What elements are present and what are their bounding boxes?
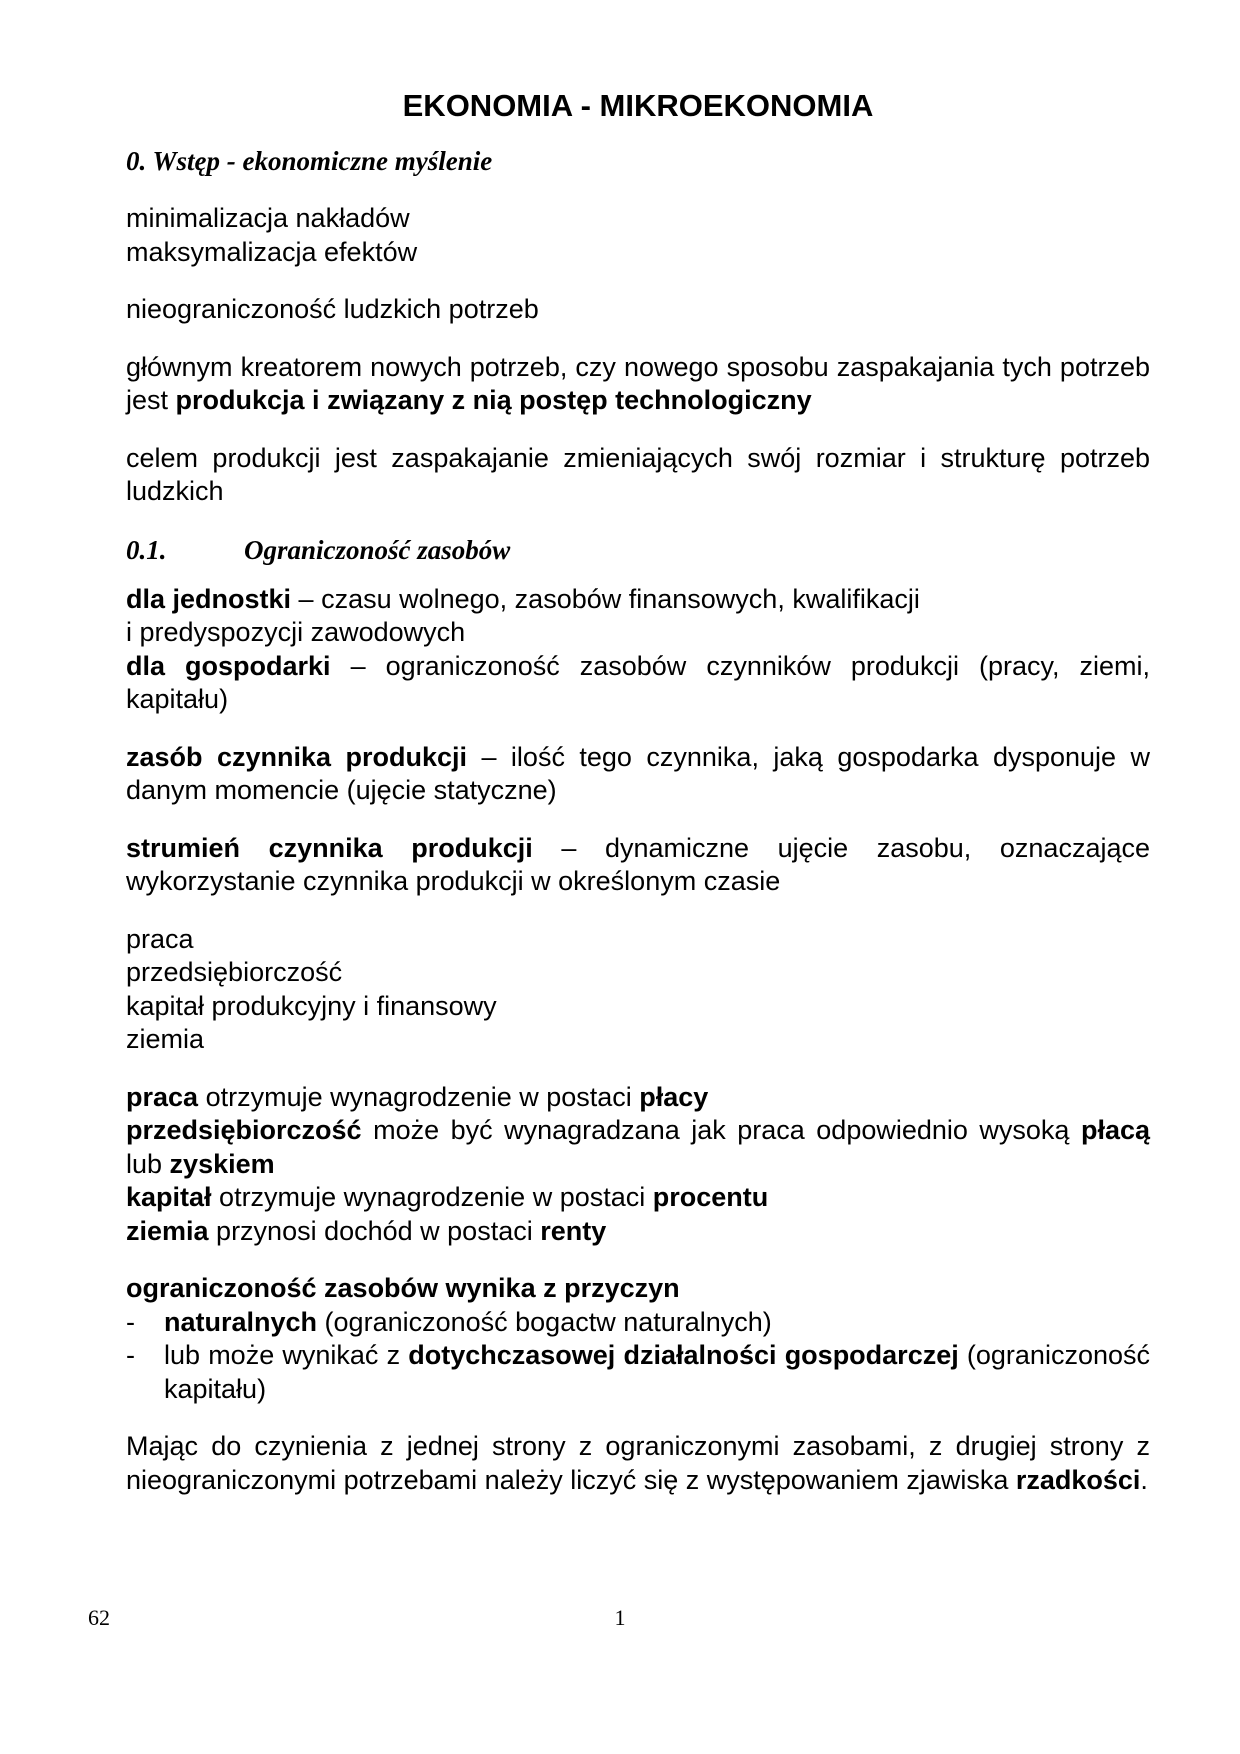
econ-term: dla gospodarki	[126, 650, 331, 681]
creator-text: głównym kreatorem nowych potrzeb, czy nowego sposobu zaspakajania tych potrzeb jest	[126, 351, 1150, 415]
reward-text: przynosi dochód w postaci	[208, 1215, 541, 1246]
section-number: 0.1.	[126, 534, 167, 565]
section-0-heading: 0. Wstęp - ekonomiczne myślenie	[126, 146, 493, 176]
limits-paragraph	[126, 583, 1150, 717]
limits-unit-line	[126, 583, 1150, 617]
rewards-paragraph	[126, 1081, 1150, 1249]
reward-term: praca	[126, 1081, 199, 1112]
stock-definition	[126, 741, 1150, 808]
cause-term: dotychczasowej działalności gospodarczej	[408, 1340, 959, 1370]
reward-term: przedsiębiorczość	[126, 1115, 362, 1145]
section-title: Ograniczoność zasobów	[244, 534, 511, 565]
factors-list	[126, 923, 1150, 1057]
flow-text: – dynamiczne ujęcie zasobu, oznaczające wykorzystanie czynnika produkcji w określonym czasie	[126, 832, 1150, 896]
reward-land	[126, 1215, 1150, 1249]
cause-text: lub może wynikać z	[164, 1340, 409, 1370]
reward-form: procentu	[652, 1182, 769, 1212]
reward-text: otrzymuje wynagrodzenie w postaci	[198, 1081, 640, 1112]
closing-term: rzadkości	[1015, 1464, 1141, 1495]
dash-marker: -	[126, 1340, 135, 1370]
intro-lines	[126, 202, 1150, 269]
page-number: 1	[614, 1605, 626, 1630]
reward-capital	[126, 1181, 1150, 1215]
list-item	[126, 1339, 1150, 1406]
factor-item: praca	[126, 923, 194, 954]
cause-text: (ograniczoność kapitału)	[164, 1340, 1150, 1404]
reward-text: otrzymuje wynagrodzenie w postaci	[211, 1182, 653, 1212]
stock-term: zasób czynnika produkcji	[126, 741, 467, 772]
closing-text: Mając do czynienia z jednej strony z ograniczonymi zasobami, z drugiej strony z nieograniczonymi potrzebami należy liczyć się z występowaniem zjawiska	[126, 1431, 1150, 1495]
causes-list	[126, 1306, 1150, 1407]
econ-text: – ograniczoność zasobów czynników produkcji (pracy, ziemi, kapitału)	[126, 650, 1150, 714]
section-0-1-heading	[126, 533, 1150, 567]
factor-item: kapitał produkcyjny i finansowy	[126, 990, 497, 1021]
needs-paragraph: nieograniczoność ludzkich potrzeb	[126, 294, 539, 324]
reward-term: ziemia	[126, 1215, 209, 1246]
closing-end: .	[1140, 1464, 1148, 1495]
factor-item: ziemia	[126, 1024, 205, 1054]
factor-item: przedsiębiorczość	[126, 957, 343, 987]
goal-paragraph: celem produkcji jest zaspakajanie zmieniających swój rozmiar i strukturę potrzeb ludzkich	[126, 442, 1150, 506]
unit-text: – czasu wolnego, zasobów finansowych, kwalifikacji	[291, 583, 920, 614]
reward-entrepreneurship	[126, 1114, 1150, 1181]
page-title: EKONOMIA - MIKROEKONOMIA	[402, 88, 874, 123]
reward-text: lub	[126, 1148, 170, 1179]
flow-definition	[126, 832, 1150, 899]
unit-term: dla jednostki	[126, 583, 292, 614]
reward-form: zyskiem	[169, 1148, 275, 1179]
footer-left-number: 62	[88, 1605, 110, 1630]
stock-text: – ilość tego czynnika, jaką gospodarka dysponuje w danym momencie (ujęcie statyczne)	[126, 741, 1150, 805]
reward-labour	[126, 1081, 1150, 1115]
cause-text: (ograniczoność bogactw naturalnych)	[317, 1306, 772, 1337]
creator-bold: produkcja i związany z nią postęp technologiczny	[175, 385, 812, 415]
cause-term: naturalnych	[164, 1306, 318, 1337]
causes-heading-text: ograniczoność zasobów wynika z przyczyn	[126, 1273, 680, 1303]
limits-unit-line-2: i predyspozycji zawodowych	[126, 617, 466, 647]
document-body	[126, 86, 1150, 1521]
limits-econ-line	[126, 650, 1150, 717]
creator-paragraph	[126, 351, 1150, 418]
causes-heading	[126, 1272, 1150, 1306]
closing-paragraph	[126, 1430, 1150, 1497]
dash-marker: -	[126, 1306, 135, 1337]
intro-line-2: maksymalizacja efektów	[126, 236, 418, 267]
reward-term: kapitał	[126, 1182, 212, 1212]
reward-form: renty	[540, 1215, 607, 1246]
intro-line-1: minimalizacja nakładów	[126, 203, 410, 233]
reward-form: płacy	[639, 1081, 709, 1112]
reward-text: może być wynagradzana jak praca odpowiednio wysoką	[361, 1115, 1081, 1145]
list-item	[126, 1306, 1150, 1340]
reward-form: płacą	[1080, 1115, 1150, 1145]
flow-term: strumień czynnika produkcji	[126, 832, 533, 863]
